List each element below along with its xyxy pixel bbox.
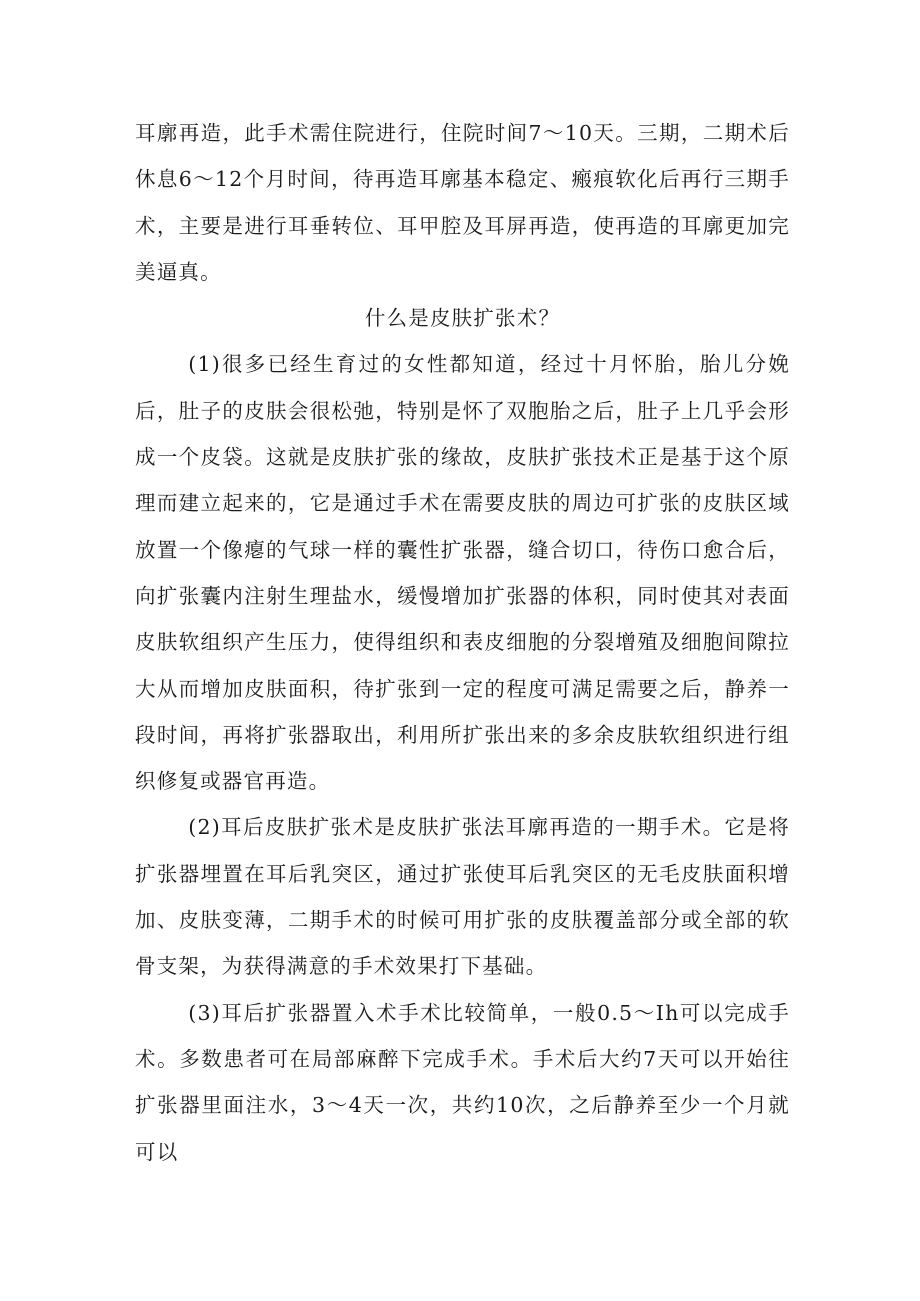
document-body: [135, 110, 790, 1175]
paragraph-continued: 耳廓再造，此手术需住院进行，住院时间7～10天。三期，二期术后休息6～12个月时间，待再造耳廓基本稳定、瘢痕软化后再行三期手术，主要是进行耳垂转位、耳甲腔及耳屏再造，使再造的耳廓更加完美逼真。: [135, 121, 790, 284]
section-heading: 什么是皮肤扩张术？: [364, 306, 561, 331]
paragraph-2: (2)耳后皮肤扩张术是皮肤扩张法耳廓再造的一期手术。它是将扩张器埋置在耳后乳突区，通过扩张使耳后乳突区的无毛皮肤面积增加、皮肤变薄，二期手术的时候可用扩张的皮肤覆盖部分或全部的软骨支架，为获得满意的手术效果打下基础。: [135, 815, 790, 979]
paragraph-1: (1)很多已经生育过的女性都知道，经过十月怀胎，胎儿分娩后，肚子的皮肤会很松弛，特别是怀了双胞胎之后，肚子上几乎会形成一个皮袋。这就是皮肤扩张的缘故，皮肤扩张技术正是基于这个原理而建立起来的，它是通过手术在需要皮肤的周边可扩张的皮肤区域放置一个像瘪的气球一样的囊性扩张器，缝合切口，待伤口愈合后，向扩张囊内注射生理盐水，缓慢增加扩张器的体积，同时使其对表面皮肤软组织产生压力，使得组织和表皮细胞的分裂增殖及细胞间隙拉大从而增加皮肤面积，待扩张到一定的程度可满足需要之后，静养一段时间，再将扩张器取出，利用所扩张出来的多余皮肤软组织进行组织修复或器官再造。: [135, 352, 790, 794]
paragraph-3: (3)耳后扩张器置入术手术比较简单，一般0.5～Ih可以完成手术。多数患者可在局部麻醉下完成手术。手术后大约7天可以开始往扩张器里面注水，3～4天一次，共约10次，之后静养至少一个月就可以: [135, 1000, 790, 1164]
